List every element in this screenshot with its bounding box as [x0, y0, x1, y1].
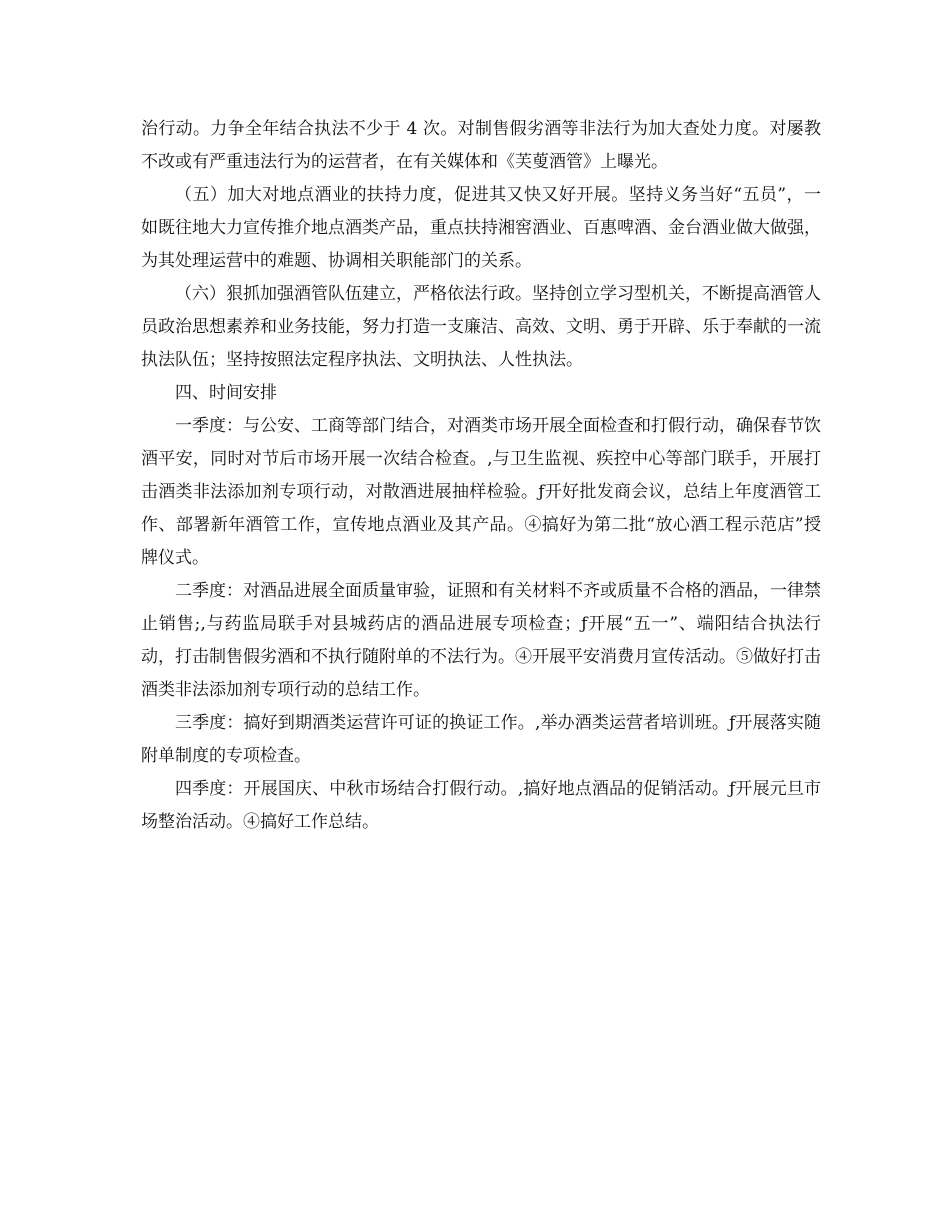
paragraph-quarter-two: 二季度：对酒品进展全面质量审验，证照和有关材料不齐或质量不合格的酒品，一律禁止销售;‚与药监局联手对县城药店的酒品进展专项检查；ƒ开展“五一”、端阳结合执法行动，打击制售假劣酒和不执行随附单的不法行为。④开展平安消费月宣传活动。⑤做好打击酒类非法添加剂专项行动的总结工作。 [141, 581, 821, 700]
paragraph-quarter-one: 一季度：与公安、工商等部门结合，对酒类市场开展全面检查和打假行动，确保春节饮酒平安，同时对节后市场开展一次结合检查。‚与卫生监视、疾控中心等部门联手，开展打击酒类非法添加剂专项行动，对散酒进展抽样检验。ƒ开好批发商会议，总结上年度酒管工作、部署新年酒管工作，宣传地点酒业及其产品。④搞好为第二批“放心酒工程示范店”授牌仪式。 [141, 416, 821, 568]
paragraph-continued: 治行动。力争全年结合执法不少于 4 次。对制售假劣酒等非法行为加大查处力度。对屡教不改或有严重违法行为的运营者，在有关媒体和《芙蓃酒管》上曝光。 [141, 119, 821, 172]
paragraph-section-five: （五）加大对地点酒业的扶持力度，促进其又快又好开展。坚持义务当好“五员”，一如既往地大力宣传推介地点酒类产品，重点扶持湘窖酒业、百惠啤酒、金台酒业做大做强，为其处理运营中的难题、协调相关职能部门的关系。 [141, 185, 821, 271]
paragraph-section-six: （六）狠抓加强酒管队伍建立，严格依法行政。坚持创立学习型机关，不断提高酒管人员政治思想素养和业务技能，努力打造一支廉洁、高效、文明、勇于开辟、乐于奉献的一流执法队伍；坚持按照法定程序执法、文明执法、人性执法。 [141, 284, 821, 370]
document-body [141, 113, 821, 839]
paragraph-quarter-three: 三季度：搞好到期酒类运营许可证的换证工作。‚举办酒类运营者培训班。ƒ开展落实随附单制度的专项检查。 [141, 713, 821, 766]
section-heading-schedule: 四、时间安排 [175, 383, 277, 403]
paragraph-quarter-four: 四季度：开展国庆、中秋市场结合打假行动。‚搞好地点酒品的促销活动。ƒ开展元旦市场整治活动。④搞好工作总结。 [141, 779, 821, 832]
